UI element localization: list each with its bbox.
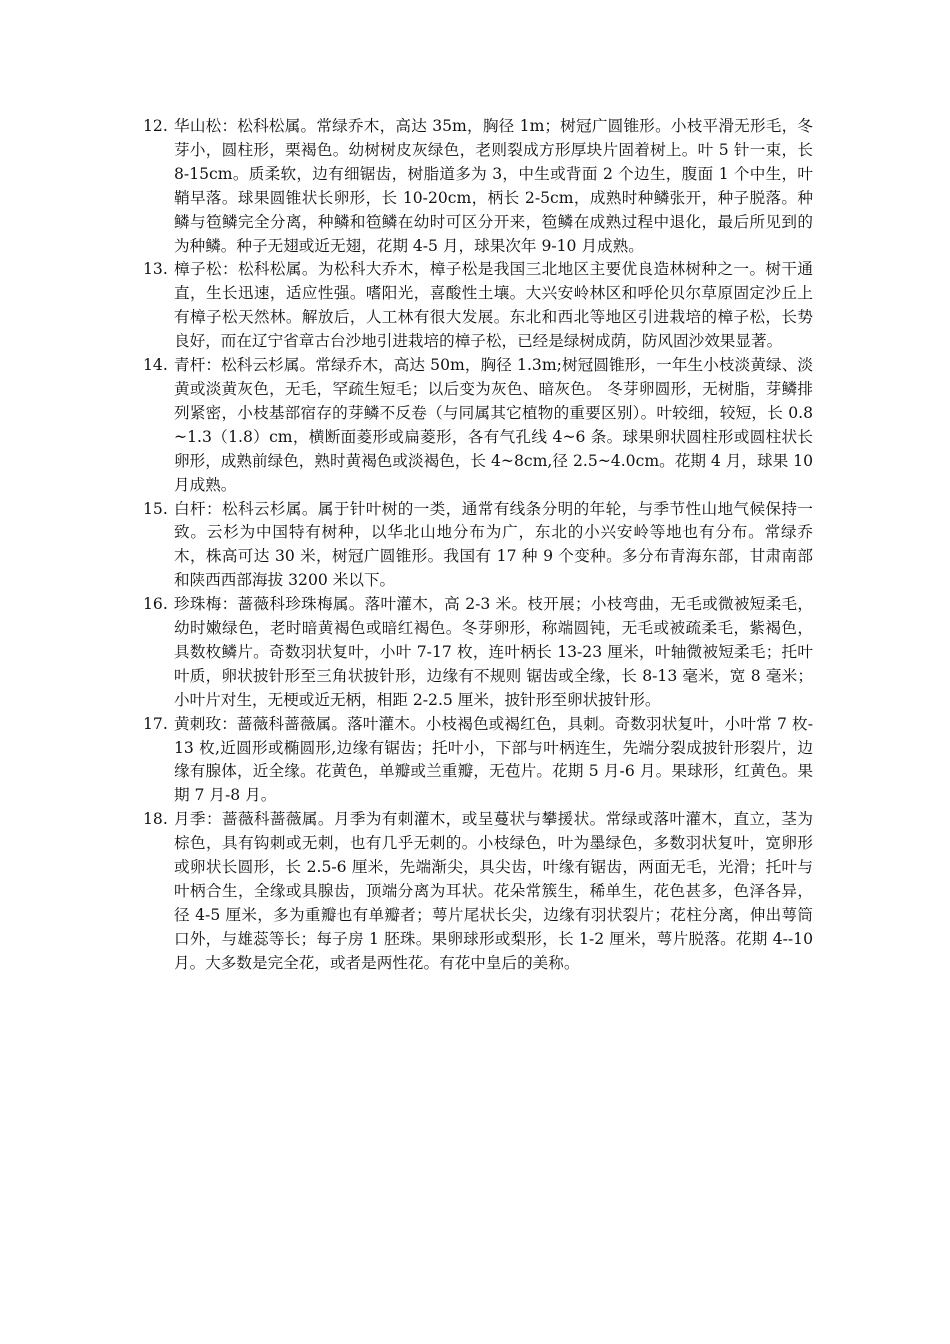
species-entry-12 — [143, 115, 813, 258]
entry-text: 珍珠梅：蔷薇科珍珠梅属。落叶灌木，高 2-3 米。枝开展；小枝弯曲，无毛或微被短柔毛，幼时嫩绿色，老时暗黄褐色或暗红褐色。冬芽卵形，称端圆钝，无毛或被疏柔毛，紫褐色，具数枚鳞片。奇数羽状复叶，小叶 7-17 枚，连叶柄长 13-23 厘米，叶轴微被短柔毛；托叶叶质，卵状披针形至三角状披针形，边缘有不规则 锯齿或全缘，长 8-13 毫米，宽 8 毫米；小叶片对生，无梗或近无柄，相距 2-2.5 厘米，披针形至卵状披针形。 — [174, 595, 813, 709]
species-entry-13 — [143, 258, 813, 354]
entry-number: 15. — [143, 499, 168, 518]
entry-number: 14. — [143, 356, 168, 375]
entry-text: 青杆：松科云杉属。常绿乔木，高达 50m，胸径 1.3m;树冠圆锥形，一年生小枝淡黄绿、淡黄或淡黄灰色，无毛，罕疏生短毛；以后变为灰色、暗灰色。 冬芽卵圆形，无树脂，芽鳞排列紧密，小枝基部宿存的芽鳞不反卷（与同属其它植物的重要区别）。叶较细，较短，长 0.8~1.3（1.8）cm，横断面菱形或扁菱形，各有气孔线 4~6 条。球果卵状圆柱形或圆柱状长卵形，成熟前绿色，熟时黄褐色或淡褐色，长 4~8cm,径 2.5~4.0cm。花期 4 月，球果 10 月成熟。 — [174, 356, 813, 494]
species-entry-15 — [143, 498, 813, 594]
entry-number: 16. — [143, 595, 168, 614]
species-entry-16 — [143, 593, 813, 713]
entry-number: 12. — [143, 117, 168, 135]
entry-text: 黄刺玫：蔷薇科蔷薇属。落叶灌木。小枝褐色或褐红色，具刺。奇数羽状复叶，小叶常 7 枚-13 枚,近圆形或椭圆形,边缘有锯齿；托叶小，下部与叶柄连生，先端分裂成披针形裂片，边缘有腺体，近全缘。花黄色，单瓣或兰重瓣，无苞片。花期 5 月-6 月。果球形，红黄色。果期 7 月-8 月。 — [174, 714, 813, 805]
species-entry-17 — [143, 713, 813, 809]
entry-text: 月季：蔷薇科蔷薇属。月季为有刺灌木，或呈蔓状与攀援状。常绿或落叶灌木，直立，茎为棕色，具有钩刺或无刺，也有几乎无刺的。小枝绿色，叶为墨绿色，多数羽状复叶，宽卵形或卵状长圆形，长 2.5-6 厘米，先端渐尖，具尖齿，叶缘有锯齿，两面无毛，光滑；托叶与叶柄合生，全缘或具腺齿，顶端分离为耳状。花朵常簇生，稀单生，花色甚多，色泽各异，径 4-5 厘米，多为重瓣也有单瓣者；萼片尾状长尖，边缘有羽状裂片；花柱分离，伸出萼筒口外，与雄蕊等长；每子房 1 胚珠。果卵球形或梨形，长 1-2 厘米，萼片脱落。花期 4--10 月。大多数是完全花，或者是两性花。有花中皇后的美称。 — [174, 810, 813, 972]
species-list — [143, 115, 813, 976]
entry-number: 17. — [143, 714, 168, 733]
species-entry-14 — [143, 354, 813, 497]
entry-text: 华山松：松科松属。常绿乔木，高达 35m，胸径 1m；树冠广圆锥形。小枝平滑无形毛，冬芽小，圆柱形，栗褐色。幼树树皮灰绿色，老则裂成方形厚块片固着树上。叶 5 针一束，长 8-15cm。质柔软，边有细锯齿，树脂道多为 3，中生或背面 2 个边生，腹面 1 个中生，叶鞘早落。球果圆锥状长卵形，长 10-20cm，柄长 2-5cm，成熟时种鳞张开，种子脱落。种鳞与笣鳞完全分离，种鳞和笣鳞在幼时可区分开来，笣鳞在成熟过程中退化，最后所见到的为种鳞。种子无翅或近无翅，花期 4-5 月，球果次年 9-10 月成熟。 — [174, 117, 813, 255]
species-entry-18 — [143, 808, 813, 975]
entry-number: 18. — [143, 810, 168, 829]
entry-text: 白杆：松科云杉属。属于针叶树的一类，通常有线条分明的年轮，与季节性山地气候保持一致。云杉为中国特有树种，以华北山地分布为广，东北的小兴安岭等地也有分布。常绿乔木，株高可达 30 米，树冠广圆锥形。我国有 17 种 9 个变种。多分布青海东部，甘肃南部和陕西西部海拔 3200 米以下。 — [174, 499, 813, 590]
entry-number: 13. — [143, 260, 168, 279]
entry-text: 樟子松：松科松属。为松科大乔木，樟子松是我国三北地区主要优良造林树种之一。树干通直，生长迅速，适应性强。嗜阳光，喜酸性土壤。大兴安岭林区和呼伦贝尔草原固定沙丘上有樟子松天然林。解放后，人工林有很大发展。东北和西北等地区引进栽培的樟子松，长势良好，而在辽宁省章古台沙地引进栽培的樟子松，已经是绿树成荫，防风固沙效果显著。 — [174, 260, 813, 351]
